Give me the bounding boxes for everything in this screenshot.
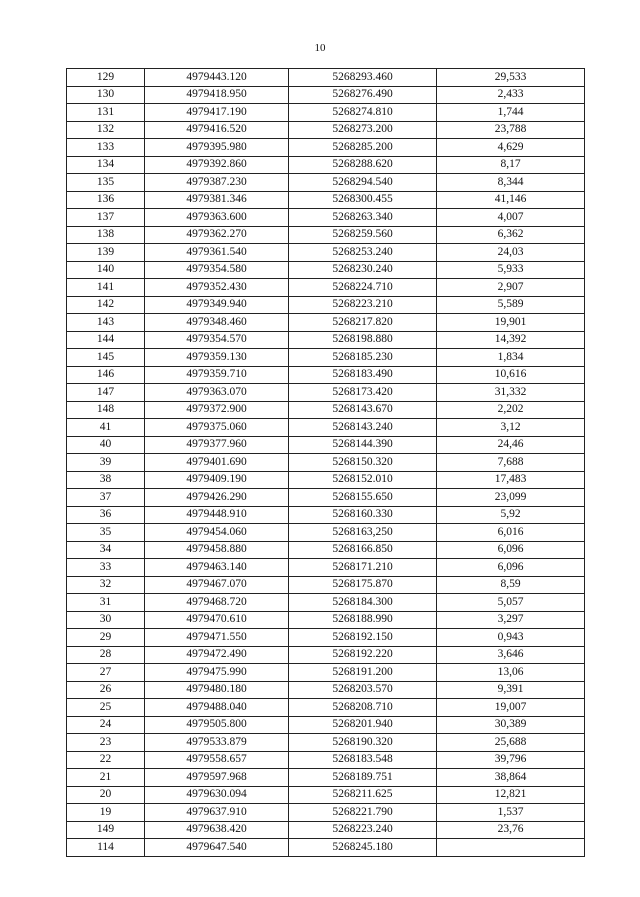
x-coordinate-cell: 4979416.520 — [145, 121, 289, 139]
point-number-cell: 141 — [67, 279, 145, 297]
y-coordinate-cell: 5268223.240 — [289, 821, 437, 839]
x-coordinate-cell: 4979443.120 — [145, 69, 289, 87]
distance-cell: 39,796 — [437, 751, 585, 769]
x-coordinate-cell: 4979472.490 — [145, 646, 289, 664]
y-coordinate-cell: 5268160.330 — [289, 506, 437, 524]
distance-cell: 5,92 — [437, 506, 585, 524]
distance-cell: 5,057 — [437, 594, 585, 612]
table-row — [67, 716, 585, 734]
distance-cell — [437, 839, 585, 857]
table-row — [67, 86, 585, 104]
point-number-cell: 38 — [67, 471, 145, 489]
table-row — [67, 751, 585, 769]
x-coordinate-cell: 4979558.657 — [145, 751, 289, 769]
x-coordinate-cell: 4979417.190 — [145, 104, 289, 122]
y-coordinate-cell: 5268276.490 — [289, 86, 437, 104]
table-row — [67, 296, 585, 314]
point-number-cell: 135 — [67, 174, 145, 192]
point-number-cell: 21 — [67, 769, 145, 787]
coordinates-table-body — [67, 69, 585, 857]
distance-cell: 1,537 — [437, 804, 585, 822]
point-number-cell: 137 — [67, 209, 145, 227]
x-coordinate-cell: 4979488.040 — [145, 699, 289, 717]
table-row — [67, 261, 585, 279]
distance-cell: 7,688 — [437, 454, 585, 472]
table-row — [67, 559, 585, 577]
table-row — [67, 611, 585, 629]
y-coordinate-cell: 5268171.210 — [289, 559, 437, 577]
x-coordinate-cell: 4979362.270 — [145, 226, 289, 244]
table-row — [67, 524, 585, 542]
point-number-cell: 24 — [67, 716, 145, 734]
y-coordinate-cell: 5268198.880 — [289, 331, 437, 349]
y-coordinate-cell: 5268150.320 — [289, 454, 437, 472]
distance-cell: 23,099 — [437, 489, 585, 507]
point-number-cell: 33 — [67, 559, 145, 577]
point-number-cell: 143 — [67, 314, 145, 332]
point-number-cell: 28 — [67, 646, 145, 664]
x-coordinate-cell: 4979348.460 — [145, 314, 289, 332]
point-number-cell: 22 — [67, 751, 145, 769]
point-number-cell: 23 — [67, 734, 145, 752]
x-coordinate-cell: 4979637.910 — [145, 804, 289, 822]
y-coordinate-cell: 5268223.210 — [289, 296, 437, 314]
x-coordinate-cell: 4979426.290 — [145, 489, 289, 507]
coordinates-table — [66, 68, 585, 857]
table-row — [67, 209, 585, 227]
distance-cell: 5,589 — [437, 296, 585, 314]
y-coordinate-cell: 5268188.990 — [289, 611, 437, 629]
table-row — [67, 349, 585, 367]
y-coordinate-cell: 5268274.810 — [289, 104, 437, 122]
y-coordinate-cell: 5268294.540 — [289, 174, 437, 192]
x-coordinate-cell: 4979352.430 — [145, 279, 289, 297]
distance-cell: 6,096 — [437, 559, 585, 577]
point-number-cell: 27 — [67, 664, 145, 682]
x-coordinate-cell: 4979354.570 — [145, 331, 289, 349]
y-coordinate-cell: 5268173.420 — [289, 384, 437, 402]
x-coordinate-cell: 4979401.690 — [145, 454, 289, 472]
page-number: 10 — [314, 42, 326, 54]
table-row — [67, 541, 585, 559]
distance-cell: 14,392 — [437, 331, 585, 349]
point-number-cell: 148 — [67, 401, 145, 419]
table-row — [67, 69, 585, 87]
table-row — [67, 699, 585, 717]
x-coordinate-cell: 4979395.980 — [145, 139, 289, 157]
x-coordinate-cell: 4979533.879 — [145, 734, 289, 752]
x-coordinate-cell: 4979392.860 — [145, 156, 289, 174]
x-coordinate-cell: 4979597.968 — [145, 769, 289, 787]
x-coordinate-cell: 4979363.600 — [145, 209, 289, 227]
y-coordinate-cell: 5268288.620 — [289, 156, 437, 174]
table-row — [67, 454, 585, 472]
x-coordinate-cell: 4979630.094 — [145, 786, 289, 804]
table-row — [67, 681, 585, 699]
point-number-cell: 41 — [67, 419, 145, 437]
table-row — [67, 664, 585, 682]
point-number-cell: 20 — [67, 786, 145, 804]
point-number-cell: 147 — [67, 384, 145, 402]
table-row — [67, 629, 585, 647]
distance-cell: 23,76 — [437, 821, 585, 839]
y-coordinate-cell: 5268189.751 — [289, 769, 437, 787]
x-coordinate-cell: 4979409.190 — [145, 471, 289, 489]
point-number-cell: 39 — [67, 454, 145, 472]
y-coordinate-cell: 5268166.850 — [289, 541, 437, 559]
distance-cell: 8,17 — [437, 156, 585, 174]
x-coordinate-cell: 4979505.800 — [145, 716, 289, 734]
distance-cell: 0,943 — [437, 629, 585, 647]
point-number-cell: 139 — [67, 244, 145, 262]
table-row — [67, 821, 585, 839]
point-number-cell: 134 — [67, 156, 145, 174]
point-number-cell: 35 — [67, 524, 145, 542]
x-coordinate-cell: 4979448.910 — [145, 506, 289, 524]
point-number-cell: 36 — [67, 506, 145, 524]
x-coordinate-cell: 4979467.070 — [145, 576, 289, 594]
table-row — [67, 769, 585, 787]
x-coordinate-cell: 4979372.900 — [145, 401, 289, 419]
table-row — [67, 314, 585, 332]
y-coordinate-cell: 5268201.940 — [289, 716, 437, 734]
x-coordinate-cell: 4979361.540 — [145, 244, 289, 262]
point-number-cell: 19 — [67, 804, 145, 822]
point-number-cell: 129 — [67, 69, 145, 87]
y-coordinate-cell: 5268184.300 — [289, 594, 437, 612]
distance-cell: 2,202 — [437, 401, 585, 419]
table-row — [67, 804, 585, 822]
distance-cell: 6,096 — [437, 541, 585, 559]
distance-cell: 41,146 — [437, 191, 585, 209]
distance-cell: 12,821 — [437, 786, 585, 804]
point-number-cell: 131 — [67, 104, 145, 122]
point-number-cell: 26 — [67, 681, 145, 699]
y-coordinate-cell: 5268190.320 — [289, 734, 437, 752]
y-coordinate-cell: 5268208.710 — [289, 699, 437, 717]
y-coordinate-cell: 5268143.240 — [289, 419, 437, 437]
y-coordinate-cell: 5268175.870 — [289, 576, 437, 594]
x-coordinate-cell: 4979475.990 — [145, 664, 289, 682]
x-coordinate-cell: 4979647.540 — [145, 839, 289, 857]
x-coordinate-cell: 4979359.710 — [145, 366, 289, 384]
table-row — [67, 174, 585, 192]
point-number-cell: 142 — [67, 296, 145, 314]
table-row — [67, 384, 585, 402]
table-row — [67, 436, 585, 454]
distance-cell: 30,389 — [437, 716, 585, 734]
point-number-cell: 149 — [67, 821, 145, 839]
table-row — [67, 366, 585, 384]
x-coordinate-cell: 4979638.420 — [145, 821, 289, 839]
point-number-cell: 130 — [67, 86, 145, 104]
distance-cell: 8,59 — [437, 576, 585, 594]
distance-cell: 2,907 — [437, 279, 585, 297]
distance-cell: 9,391 — [437, 681, 585, 699]
point-number-cell: 32 — [67, 576, 145, 594]
y-coordinate-cell: 5268259.560 — [289, 226, 437, 244]
x-coordinate-cell: 4979468.720 — [145, 594, 289, 612]
y-coordinate-cell: 5268192.150 — [289, 629, 437, 647]
y-coordinate-cell: 5268245.180 — [289, 839, 437, 857]
x-coordinate-cell: 4979349.940 — [145, 296, 289, 314]
y-coordinate-cell: 5268230.240 — [289, 261, 437, 279]
y-coordinate-cell: 5268185.230 — [289, 349, 437, 367]
y-coordinate-cell: 5268183.490 — [289, 366, 437, 384]
table-row — [67, 279, 585, 297]
x-coordinate-cell: 4979359.130 — [145, 349, 289, 367]
distance-cell: 8,344 — [437, 174, 585, 192]
x-coordinate-cell: 4979375.060 — [145, 419, 289, 437]
x-coordinate-cell: 4979480.180 — [145, 681, 289, 699]
table-row — [67, 104, 585, 122]
point-number-cell: 140 — [67, 261, 145, 279]
table-row — [67, 471, 585, 489]
distance-cell: 1,744 — [437, 104, 585, 122]
distance-cell: 4,629 — [437, 139, 585, 157]
y-coordinate-cell: 5268152.010 — [289, 471, 437, 489]
y-coordinate-cell: 5268211.625 — [289, 786, 437, 804]
table-row — [67, 419, 585, 437]
distance-cell: 6,362 — [437, 226, 585, 244]
x-coordinate-cell: 4979418.950 — [145, 86, 289, 104]
distance-cell: 3,12 — [437, 419, 585, 437]
table-row — [67, 226, 585, 244]
y-coordinate-cell: 5268155.650 — [289, 489, 437, 507]
x-coordinate-cell: 4979458.880 — [145, 541, 289, 559]
distance-cell: 13,06 — [437, 664, 585, 682]
distance-cell: 25,688 — [437, 734, 585, 752]
distance-cell: 6,016 — [437, 524, 585, 542]
x-coordinate-cell: 4979354.580 — [145, 261, 289, 279]
y-coordinate-cell: 5268191.200 — [289, 664, 437, 682]
point-number-cell: 145 — [67, 349, 145, 367]
y-coordinate-cell: 5268144.390 — [289, 436, 437, 454]
y-coordinate-cell: 5268192.220 — [289, 646, 437, 664]
point-number-cell: 133 — [67, 139, 145, 157]
x-coordinate-cell: 4979381.346 — [145, 191, 289, 209]
x-coordinate-cell: 4979363.070 — [145, 384, 289, 402]
table-row — [67, 331, 585, 349]
y-coordinate-cell: 5268224.710 — [289, 279, 437, 297]
x-coordinate-cell: 4979454.060 — [145, 524, 289, 542]
distance-cell: 2,433 — [437, 86, 585, 104]
table-row — [67, 244, 585, 262]
distance-cell: 29,533 — [437, 69, 585, 87]
distance-cell: 3,646 — [437, 646, 585, 664]
table-row — [67, 401, 585, 419]
distance-cell: 19,901 — [437, 314, 585, 332]
y-coordinate-cell: 5268163,250 — [289, 524, 437, 542]
point-number-cell: 138 — [67, 226, 145, 244]
x-coordinate-cell: 4979377.960 — [145, 436, 289, 454]
y-coordinate-cell: 5268143.670 — [289, 401, 437, 419]
point-number-cell: 29 — [67, 629, 145, 647]
y-coordinate-cell: 5268217.820 — [289, 314, 437, 332]
table-row — [67, 594, 585, 612]
y-coordinate-cell: 5268203.570 — [289, 681, 437, 699]
point-number-cell: 34 — [67, 541, 145, 559]
y-coordinate-cell: 5268253.240 — [289, 244, 437, 262]
table-row — [67, 506, 585, 524]
point-number-cell: 144 — [67, 331, 145, 349]
table-row — [67, 734, 585, 752]
point-number-cell: 31 — [67, 594, 145, 612]
table-row — [67, 121, 585, 139]
y-coordinate-cell: 5268221.790 — [289, 804, 437, 822]
table-row — [67, 839, 585, 857]
x-coordinate-cell: 4979387.230 — [145, 174, 289, 192]
x-coordinate-cell: 4979470.610 — [145, 611, 289, 629]
distance-cell: 23,788 — [437, 121, 585, 139]
distance-cell: 38,864 — [437, 769, 585, 787]
table-row — [67, 139, 585, 157]
point-number-cell: 132 — [67, 121, 145, 139]
y-coordinate-cell: 5268293.460 — [289, 69, 437, 87]
distance-cell: 19,007 — [437, 699, 585, 717]
distance-cell: 31,332 — [437, 384, 585, 402]
distance-cell: 4,007 — [437, 209, 585, 227]
y-coordinate-cell: 5268273.200 — [289, 121, 437, 139]
table-row — [67, 489, 585, 507]
distance-cell: 3,297 — [437, 611, 585, 629]
x-coordinate-cell: 4979463.140 — [145, 559, 289, 577]
distance-cell: 1,834 — [437, 349, 585, 367]
table-row — [67, 576, 585, 594]
table-row — [67, 191, 585, 209]
table-row — [67, 156, 585, 174]
y-coordinate-cell: 5268285.200 — [289, 139, 437, 157]
x-coordinate-cell: 4979471.550 — [145, 629, 289, 647]
table-row — [67, 786, 585, 804]
point-number-cell: 37 — [67, 489, 145, 507]
y-coordinate-cell: 5268183.548 — [289, 751, 437, 769]
point-number-cell: 40 — [67, 436, 145, 454]
point-number-cell: 136 — [67, 191, 145, 209]
y-coordinate-cell: 5268300.455 — [289, 191, 437, 209]
table-row — [67, 646, 585, 664]
distance-cell: 5,933 — [437, 261, 585, 279]
y-coordinate-cell: 5268263.340 — [289, 209, 437, 227]
point-number-cell: 146 — [67, 366, 145, 384]
distance-cell: 17,483 — [437, 471, 585, 489]
point-number-cell: 30 — [67, 611, 145, 629]
point-number-cell: 25 — [67, 699, 145, 717]
distance-cell: 24,03 — [437, 244, 585, 262]
point-number-cell: 114 — [67, 839, 145, 857]
distance-cell: 24,46 — [437, 436, 585, 454]
distance-cell: 10,616 — [437, 366, 585, 384]
